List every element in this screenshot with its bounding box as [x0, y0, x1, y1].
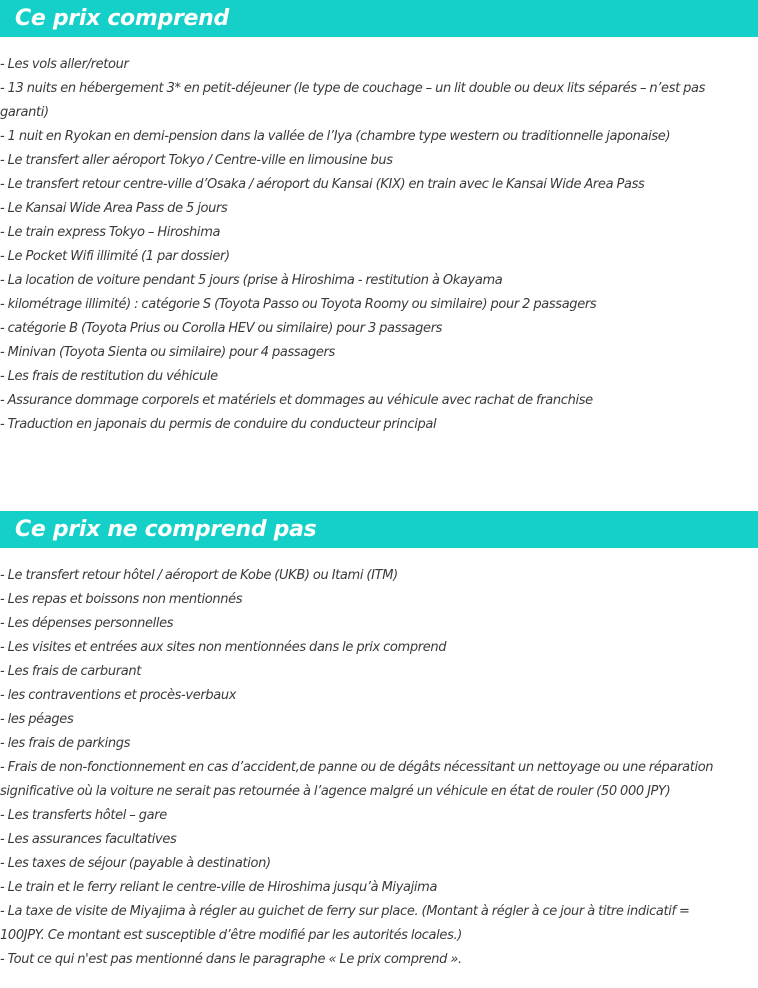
included-items-list [0, 53, 758, 437]
excluded-item: - Les repas et boissons non mentionnés [0, 592, 243, 607]
included-section-title: Ce prix comprend [15, 6, 229, 31]
excluded-item: - Tout ce qui n'est pas mentionné dans le paragraphe « Le prix comprend ». [0, 952, 462, 967]
included-item: - 13 nuits en hébergement 3* en petit-déjeuner (le type de couchage – un lit double ou deux lits séparés – n’est pas garanti) [0, 81, 706, 120]
excluded-item: - Le transfert retour hôtel / aéroport de Kobe (UKB) ou Itami (ITM) [0, 568, 398, 583]
excluded-item: - Les taxes de séjour (payable à destination) [0, 856, 271, 871]
excluded-item: - Les frais de carburant [0, 664, 141, 679]
excluded-section-header [0, 511, 758, 548]
excluded-items-list [0, 564, 758, 972]
excluded-item: - les contraventions et procès-verbaux [0, 688, 237, 703]
included-item: - catégorie B (Toyota Prius ou Corolla HEV ou similaire) pour 3 passagers [0, 321, 443, 336]
included-item: - Assurance dommage corporels et matériels et dommages au véhicule avec rachat de franchise [0, 393, 593, 408]
excluded-item: - La taxe de visite de Miyajima à régler au guichet de ferry sur place. (Montant à régler à ce jour à titre indicatif = 100JPY. Ce montant est susceptible d’être modifié par les autorités locales.) [0, 904, 690, 943]
included-item: - kilométrage illimité) : catégorie S (Toyota Passo ou Toyota Roomy ou similaire) pour 2 passagers [0, 297, 597, 312]
excluded-section-title: Ce prix ne comprend pas [15, 517, 317, 542]
included-item: - Traduction en japonais du permis de conduire du conducteur principal [0, 417, 437, 432]
included-item: - Minivan (Toyota Sienta ou similaire) pour 4 passagers [0, 345, 335, 360]
excluded-item: - Le train et le ferry reliant le centre-ville de Hiroshima jusqu’à Miyajima [0, 880, 438, 895]
excluded-item: - Les dépenses personnelles [0, 616, 174, 631]
included-item: - La location de voiture pendant 5 jours (prise à Hiroshima - restitution à Okayama [0, 273, 503, 288]
excluded-item: - Frais de non-fonctionnement en cas d’accident,de panne ou de dégâts nécessitant un nettoyage ou une réparation significative où la voiture ne serait pas retournée à l’agence malgré un véhicule en état de rouler (50 000 JPY) [0, 760, 714, 799]
included-item: - Le transfert aller aéroport Tokyo / Centre-ville en limousine bus [0, 153, 393, 168]
excluded-item: - Les assurances facultatives [0, 832, 177, 847]
included-item: - Le Pocket Wifi illimité (1 par dossier) [0, 249, 230, 264]
included-section-header [0, 0, 758, 37]
included-item: - Le train express Tokyo – Hiroshima [0, 225, 221, 240]
included-item: - Le transfert retour centre-ville d’Osaka / aéroport du Kansai (KIX) en train avec le Kansai Wide Area Pass [0, 177, 645, 192]
included-item: - 1 nuit en Ryokan en demi-pension dans la vallée de l’Iya (chambre type western ou traditionnelle japonaise) [0, 129, 671, 144]
excluded-item: - les péages [0, 712, 74, 727]
excluded-item: - Les transferts hôtel – gare [0, 808, 167, 823]
excluded-item: - Les visites et entrées aux sites non mentionnées dans le prix comprend [0, 640, 447, 655]
included-item: - Le Kansai Wide Area Pass de 5 jours [0, 201, 228, 216]
included-item: - Les frais de restitution du véhicule [0, 369, 218, 384]
included-item: - Les vols aller/retour [0, 57, 129, 72]
excluded-item: - les frais de parkings [0, 736, 131, 751]
